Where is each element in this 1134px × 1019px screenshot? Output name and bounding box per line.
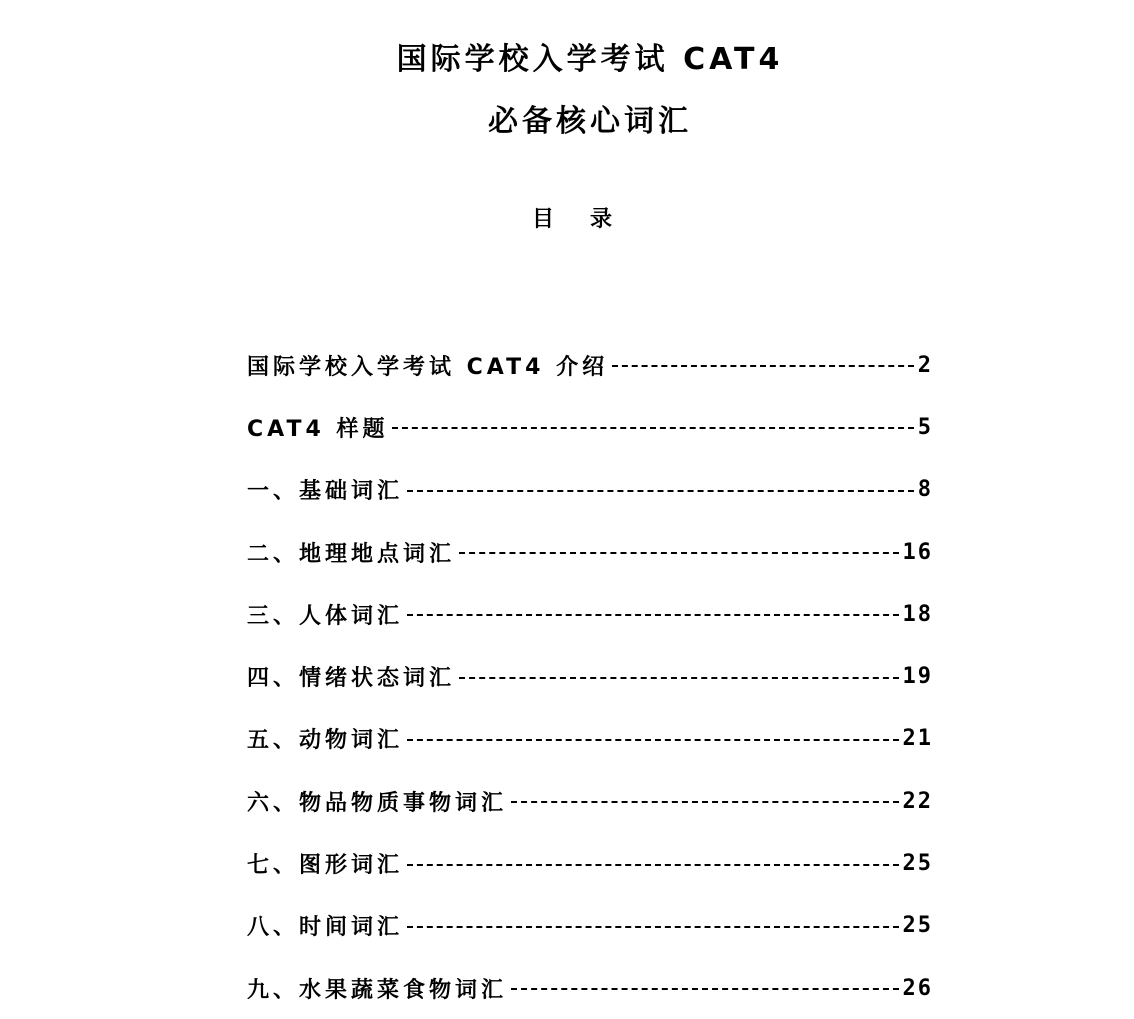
toc-entry-page-number: 22 <box>902 788 933 814</box>
toc-entry-page-number: 25 <box>902 913 933 939</box>
toc-leader-dashes <box>407 490 914 492</box>
toc-entry-label: 七、图形词汇 <box>247 853 404 879</box>
toc-leader-dashes <box>407 926 898 928</box>
toc-entry-label: 九、水果蔬菜食物词汇 <box>247 977 508 1003</box>
toc-entry-animal-vocabulary[interactable] <box>247 708 933 770</box>
toc-entry-label: 五、动物词汇 <box>247 728 404 754</box>
document-subtitle: 必备核心词汇 <box>488 104 692 139</box>
toc-entry-food-vocabulary[interactable] <box>247 957 933 1019</box>
toc-entry-label: 二、地理地点词汇 <box>247 541 456 567</box>
toc-entry-page-number: 18 <box>902 601 933 627</box>
toc-entry-page-number: 21 <box>902 726 933 752</box>
toc-entry-introduction[interactable] <box>247 334 933 396</box>
toc-leader-dashes <box>459 552 898 554</box>
toc-leader-dashes <box>392 427 913 429</box>
toc-entry-label: 国际学校入学考试 CAT4 介绍 <box>247 354 609 380</box>
toc-entry-page-number: 5 <box>917 414 933 440</box>
toc-entry-label: 一、基础词汇 <box>247 479 404 505</box>
toc-entry-sample-questions[interactable] <box>247 396 933 458</box>
toc-leader-dashes <box>511 801 898 803</box>
toc-entry-shapes-vocabulary[interactable] <box>247 832 933 894</box>
toc-heading: 目录 <box>531 207 648 232</box>
toc-entry-page-number: 25 <box>902 851 933 877</box>
toc-entry-page-number: 19 <box>902 664 933 690</box>
toc-entry-label: CAT4 样题 <box>247 416 389 442</box>
toc-entry-page-number: 8 <box>917 477 933 503</box>
toc-entry-body-vocabulary[interactable] <box>247 583 933 645</box>
toc-entry-label: 八、时间词汇 <box>247 915 404 941</box>
toc-entry-label: 四、情绪状态词汇 <box>247 666 456 692</box>
toc-entry-geography-vocabulary[interactable] <box>247 521 933 583</box>
toc-entry-time-vocabulary[interactable] <box>247 895 933 957</box>
toc-entry-emotion-vocabulary[interactable] <box>247 645 933 707</box>
toc-entry-page-number: 16 <box>902 539 933 565</box>
toc-leader-dashes <box>407 864 898 866</box>
toc-entry-page-number: 26 <box>902 975 933 1001</box>
toc-leader-dashes <box>511 988 898 990</box>
toc-leader-dashes <box>407 739 898 741</box>
toc-leader-dashes <box>407 614 898 616</box>
table-of-contents <box>247 334 933 1019</box>
toc-leader-dashes <box>459 677 898 679</box>
toc-leader-dashes <box>612 365 914 367</box>
toc-entry-label: 六、物品物质事物词汇 <box>247 790 508 816</box>
toc-entry-basic-vocabulary[interactable] <box>247 459 933 521</box>
toc-entry-label: 三、人体词汇 <box>247 603 404 629</box>
toc-entry-page-number: 2 <box>917 352 933 378</box>
document-title: 国际学校入学考试 CAT4 <box>396 42 784 77</box>
toc-entry-objects-vocabulary[interactable] <box>247 770 933 832</box>
